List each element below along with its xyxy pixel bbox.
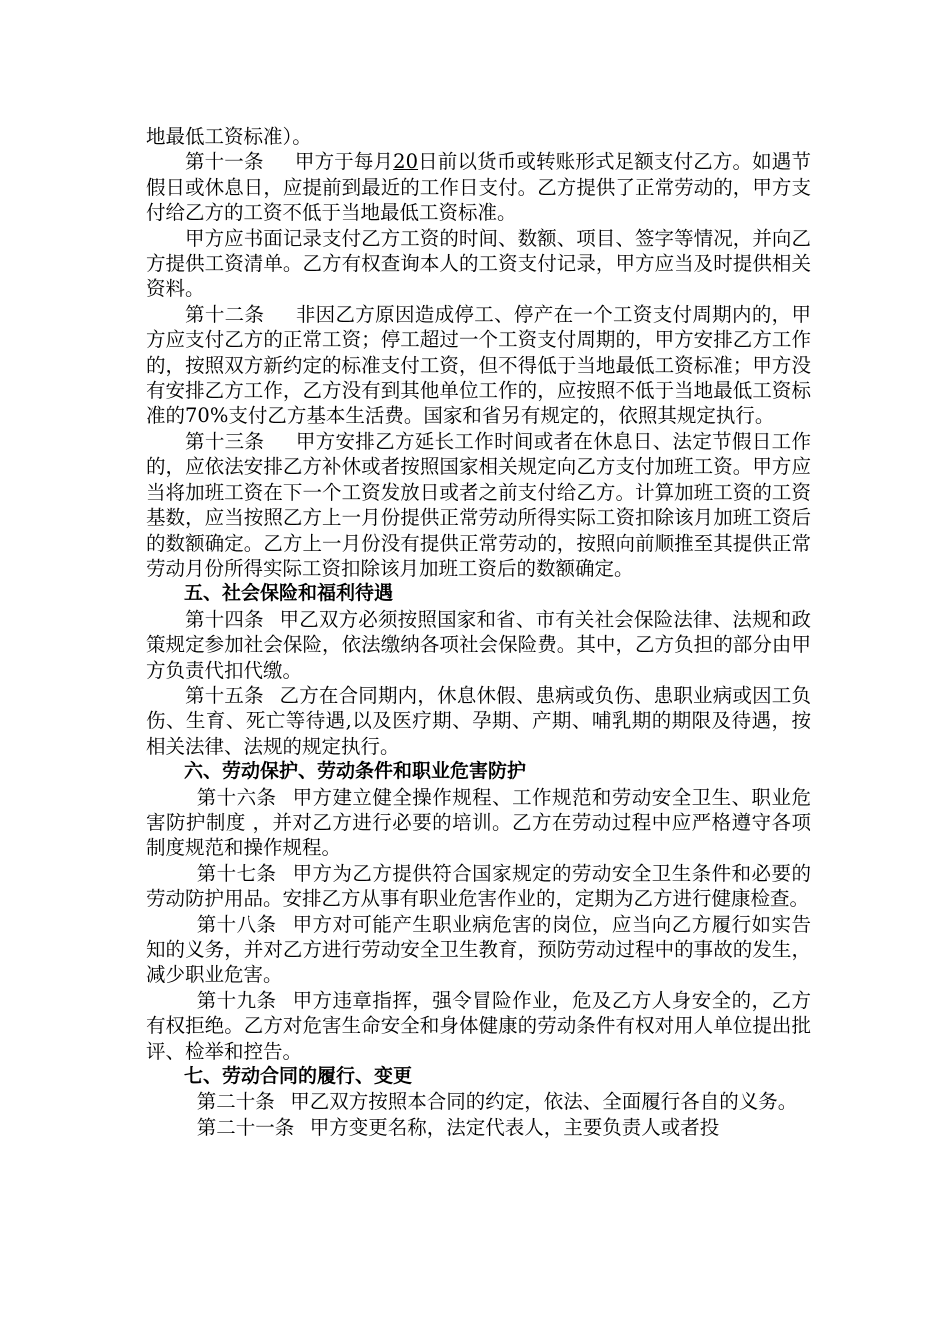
article-number: 第十七条 — [196, 861, 277, 885]
article-21 — [146, 1115, 811, 1140]
article-12 — [146, 302, 811, 429]
section-heading-6: 六、劳动保护、劳动条件和职业危害防护 — [184, 760, 527, 783]
article-text: 甲乙双方必须按照国家和省、市有关社会保险法律、法规和政策规定参加社会保险，依法缴纳各项社会保险费。其中，乙方负担的部分由甲方负责代扣代缴。 — [146, 607, 811, 682]
article-17 — [146, 861, 811, 912]
article-number: 第二十一条 — [196, 1115, 295, 1139]
document-page — [146, 124, 811, 1140]
section-heading-5: 五、社会保险和福利待遇 — [184, 582, 394, 605]
article-number: 第二十条 — [196, 1090, 275, 1114]
article-15 — [146, 683, 811, 759]
article-text: 日前以货币或转账形式足额支付乙方。如遇节假日或休息日，应提前到最近的工作日支付。乙方提供了正常劳动的，甲方支付给乙方的工资不低于当地最低工资标准。 — [146, 150, 811, 225]
article-number: 第十五条 — [185, 683, 264, 707]
payment-day: 20 — [393, 150, 418, 174]
article-number: 第十二条 — [185, 302, 265, 326]
article-13 — [146, 429, 811, 581]
article-number: 第十三条 — [185, 429, 265, 453]
article-number: 第十九条 — [196, 988, 277, 1012]
article-text: 甲乙双方按照本合同的约定，依法、全面履行各自的义务。 — [290, 1090, 798, 1114]
paragraph-continuation: 地最低工资标准）。 — [146, 125, 312, 148]
article-text: 甲方于每月 — [294, 150, 394, 174]
article-16 — [146, 785, 811, 861]
article-20 — [146, 1089, 811, 1114]
article-14 — [146, 607, 811, 683]
article-number: 第十六条 — [196, 785, 277, 809]
article-text: 非因乙方原因造成停工、停产在一个工资支付周期内的，甲方应支付乙方的正常工资；停工超过一个工资支付周期的，甲方安排乙方工作的，按照双方新约定的标准支付工资，但不得低于当地最低工资标准；甲方没有安排乙方工作，乙方没有到其他单位工作的，应按照不低于当地最低工资标准的70%支付乙方基本生活费。国家和省另有规定的，依照其规定执行。 — [146, 302, 811, 428]
paragraph-wage-record: 甲方应书面记录支付乙方工资的时间、数额、项目、签字等情况，并向乙方提供工资清单。乙方有权查询本人的工资支付记录，甲方应当及时提供相关资料。 — [146, 226, 811, 301]
article-text: 甲方为乙方提供符合国家规定的劳动安全卫生条件和必要的劳动防护用品。安排乙方从事有职业危害作业的，定期为乙方进行健康检查。 — [146, 861, 811, 911]
article-number: 第十八条 — [196, 912, 277, 936]
article-number: 第十一条 — [185, 150, 264, 174]
article-19 — [146, 988, 811, 1064]
article-text: 甲方对可能产生职业病危害的岗位，应当向乙方履行如实告知的义务，并对乙方进行劳动安全卫生教育，预防劳动过程中的事故的发生，减少职业危害。 — [146, 912, 811, 987]
article-18 — [146, 912, 811, 988]
article-text: 甲方建立健全操作规程、工作规范和劳动安全卫生、职业危害防护制度 ，并对乙方进行必要的培训。乙方在劳动过程中应严格遵守各项制度规范和操作规程。 — [146, 785, 811, 860]
section-heading-7: 七、劳动合同的履行、变更 — [184, 1065, 413, 1088]
article-number: 第十四条 — [185, 607, 264, 631]
article-text: 甲方违章指挥，强令冒险作业，危及乙方人身安全的，乙方有权拒绝。乙方对危害生命安全和身体健康的劳动条件有权对用人单位提出批评、检举和控告。 — [146, 988, 811, 1063]
article-text: 甲方变更名称，法定代表人，主要负责人或者投 — [309, 1115, 720, 1139]
article-text: 乙方在合同期内，休息休假、患病或负伤、患职业病或因工负伤、生育、死亡等待遇,以及医疗期、孕期、产期、哺乳期的期限及待遇，按相关法律、法规的规定执行。 — [146, 683, 811, 758]
article-text: 甲方安排乙方延长工作时间或者在休息日、法定节假日工作的，应依法安排乙方补休或者按照国家相关规定向乙方支付加班工资。甲方应当将加班工资在下一个工资发放日或者之前支付给乙方。计算加班工资的工资基数，应当按照乙方上一月份提供正常劳动所得实际工资扣除该月加班工资后的数额确定。乙方上一月份没有提供正常劳动的，按照向前顺推至其提供正常劳动月份所得实际工资扣除该月加班工资后的数额确定。 — [146, 429, 811, 580]
article-11 — [146, 149, 811, 225]
